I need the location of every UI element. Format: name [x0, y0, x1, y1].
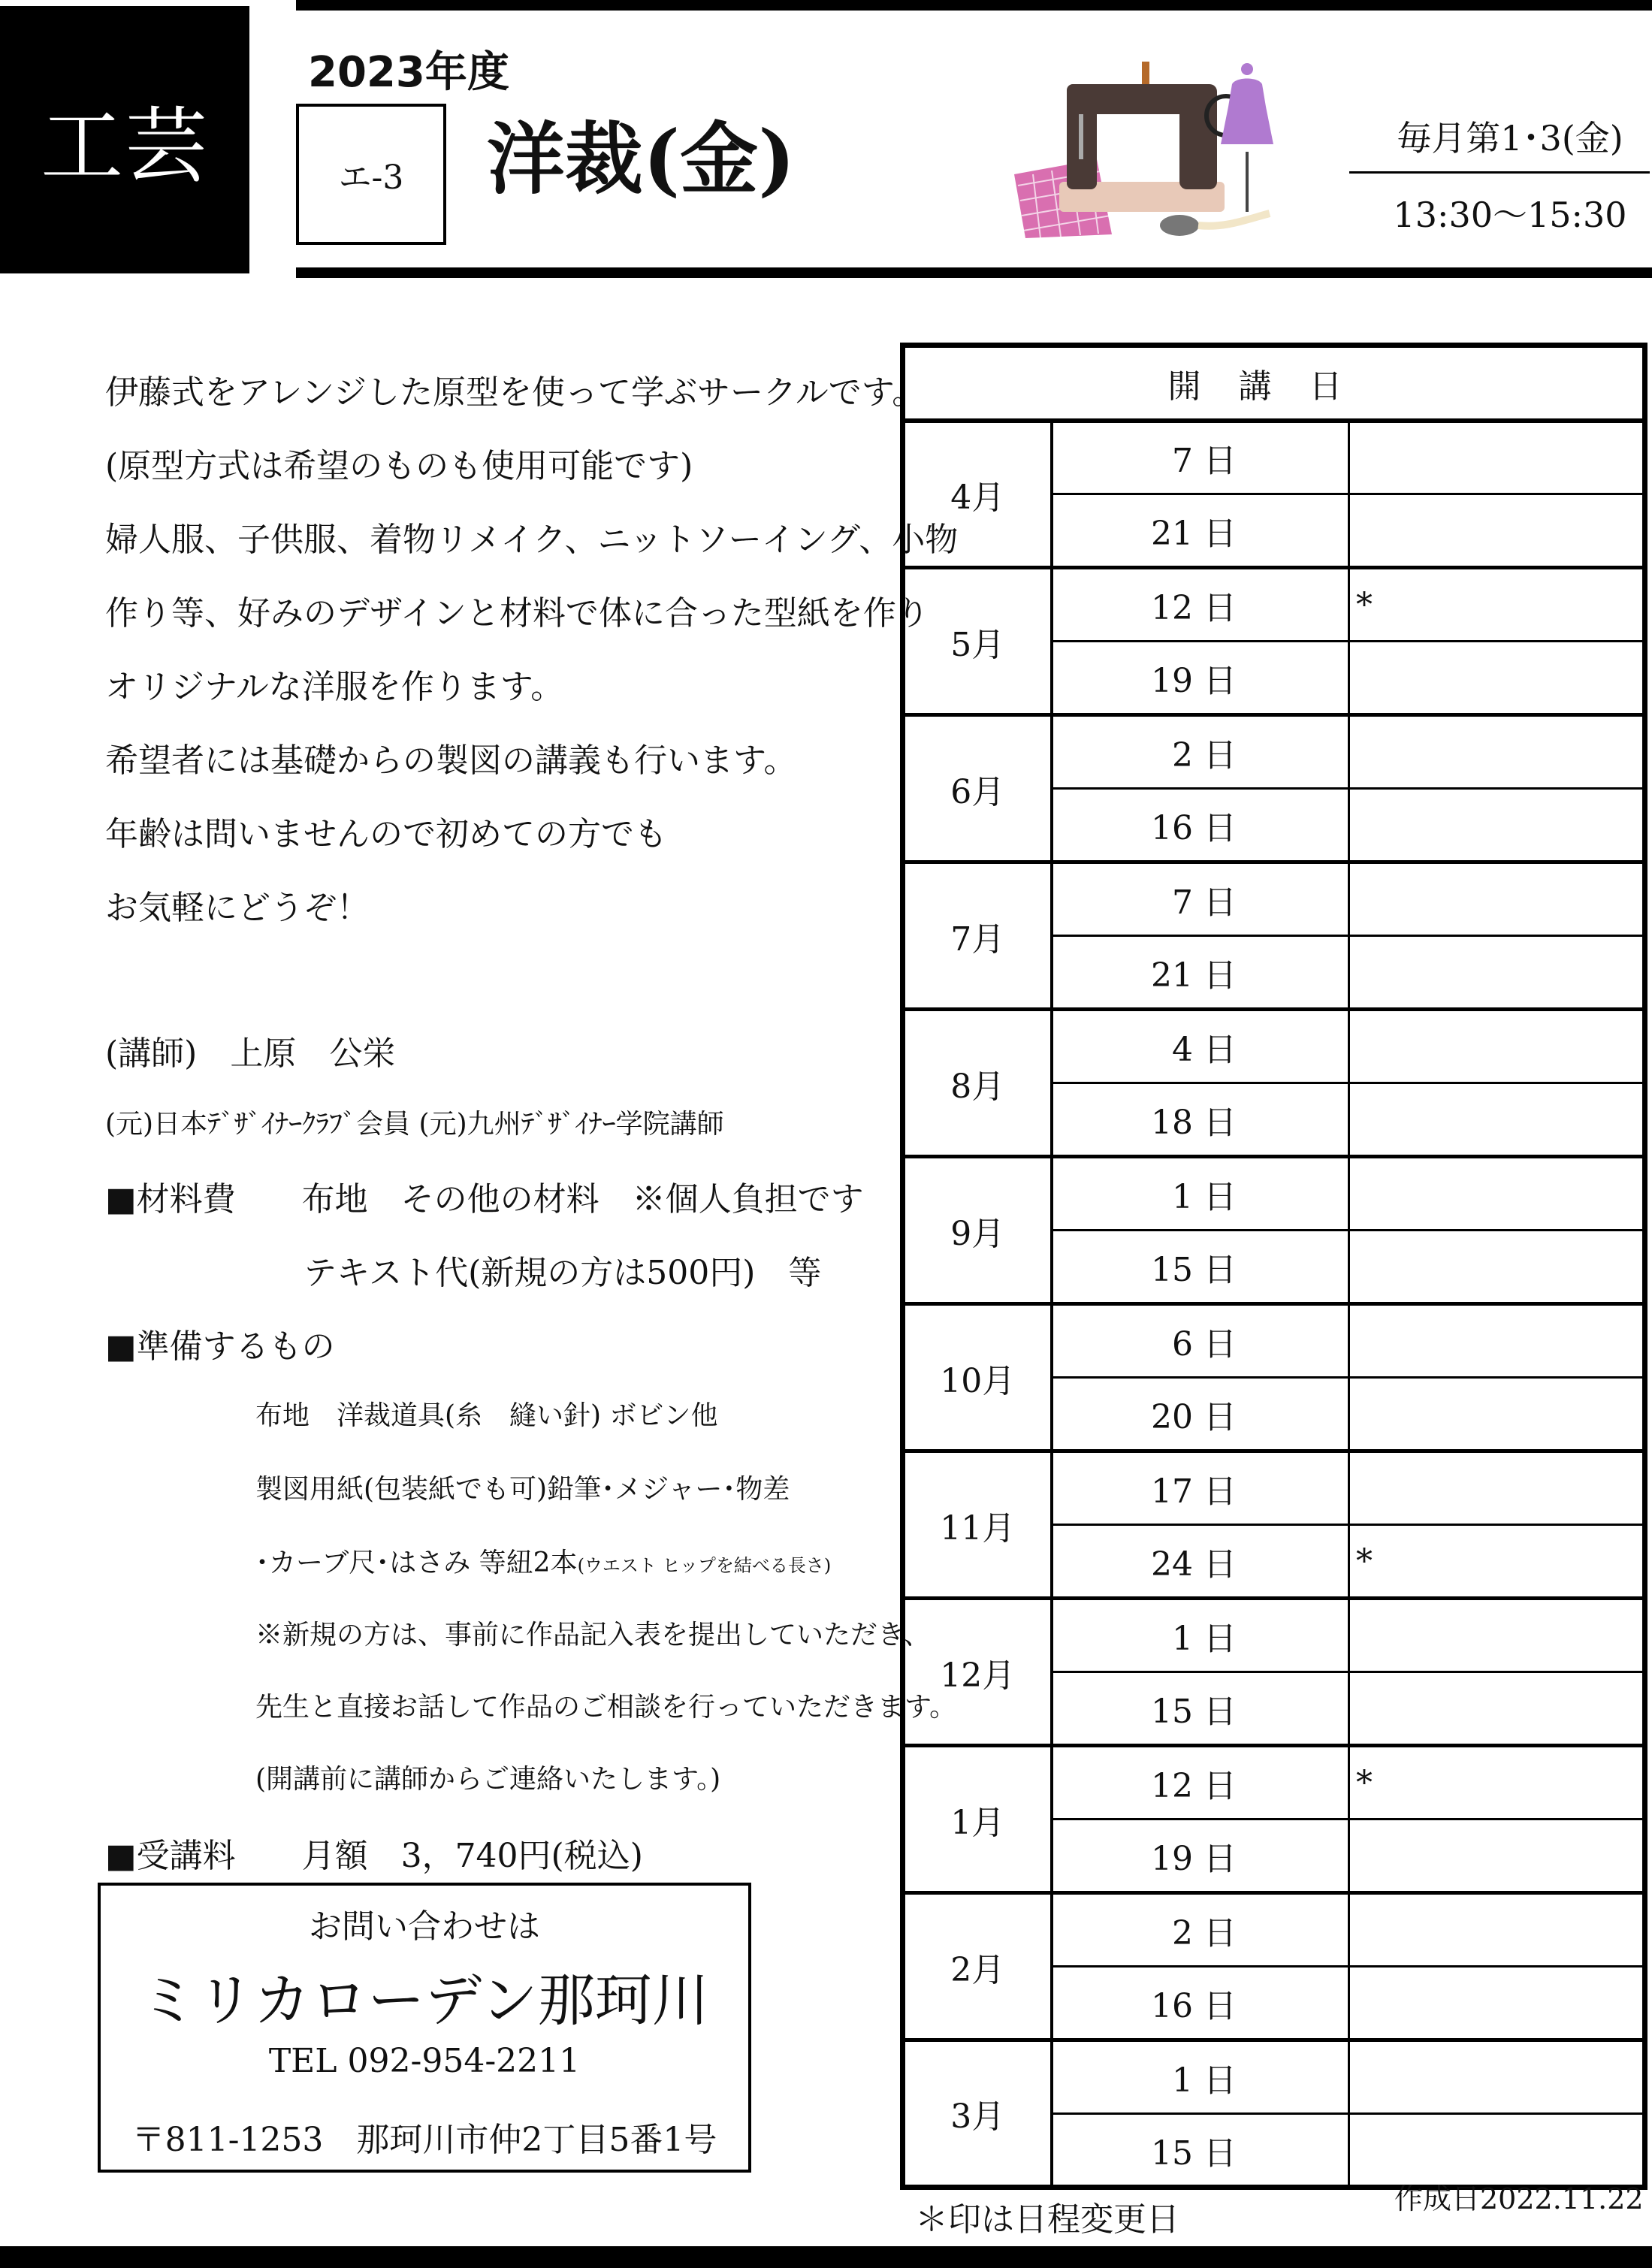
day-cell: 19 日	[1052, 642, 1349, 715]
day-cell: 15 日	[1052, 1231, 1349, 1304]
materials-fee: ■材料費 布地 その他の材料 ※個人負担です	[105, 1180, 864, 1219]
schedule-table	[900, 343, 1647, 2190]
schedule-days: 毎月第1･3(金)	[1397, 118, 1623, 159]
day-cell: 20 日	[1052, 1378, 1349, 1451]
description-line: 希望者には基礎からの製図の講義も行います。	[105, 741, 797, 780]
change-mark-cell	[1349, 1157, 1645, 1231]
schedule-row	[903, 1451, 1645, 1525]
month-cell: 8月	[903, 1010, 1052, 1157]
month-cell: 7月	[903, 862, 1052, 1010]
change-mark-cell	[1349, 1083, 1645, 1157]
change-mark-cell: *	[1349, 568, 1645, 642]
header-rule	[296, 267, 1652, 278]
day-cell: 16 日	[1052, 1967, 1349, 2040]
change-mark-cell	[1349, 1451, 1645, 1525]
top-rule	[296, 0, 1652, 11]
change-mark-cell	[1349, 1304, 1645, 1378]
contact-address: 〒811-1253 那珂川市仲2丁目5番1号	[131, 2121, 717, 2159]
month-cell: 2月	[903, 1893, 1052, 2040]
day-cell: 15 日	[1052, 1672, 1349, 1746]
day-cell: 7 日	[1052, 421, 1349, 494]
description-line: 作り等、好みのデザインと材料で体に合った型紙を作り	[105, 594, 929, 633]
contact-heading: お問い合わせは	[309, 1907, 540, 1946]
change-mark-cell	[1349, 715, 1645, 789]
schedule-row	[903, 2040, 1645, 2114]
day-cell: 1 日	[1052, 1599, 1349, 1672]
schedule-row	[903, 862, 1645, 936]
day-cell: 2 日	[1052, 715, 1349, 789]
contact-phone: TEL 092-954-2211	[268, 2042, 581, 2080]
change-mark-cell	[1349, 862, 1645, 936]
venue-name: ミリカローデン那珂川	[140, 1967, 709, 2034]
day-cell: 18 日	[1052, 1083, 1349, 1157]
preparation-item-text: ･カーブ尺･はさみ 等紐2本	[255, 1548, 578, 1578]
year-label: 2023年度	[308, 48, 509, 97]
change-mark-cell	[1349, 1820, 1645, 1893]
change-mark-cell	[1349, 936, 1645, 1010]
preparation-item: 布地 洋裁道具(糸 縫い針) ボビン他	[255, 1400, 718, 1431]
schedule-row	[903, 421, 1645, 494]
month-cell: 3月	[903, 2040, 1052, 2188]
day-cell: 19 日	[1052, 1820, 1349, 1893]
schedule-row	[903, 715, 1645, 789]
month-cell: 11月	[903, 1451, 1052, 1599]
preparation-note: 先生と直接お話して作品のご相談を行っていただきます。	[255, 1692, 957, 1723]
day-cell: 16 日	[1052, 789, 1349, 862]
day-cell: 21 日	[1052, 936, 1349, 1010]
schedule-divider	[1349, 171, 1650, 174]
change-mark-cell	[1349, 1378, 1645, 1451]
change-mark-cell	[1349, 1672, 1645, 1746]
preparation-item: 製図用紙(包装紙でも可)鉛筆･メジャー･物差	[255, 1474, 790, 1505]
day-cell: 1 日	[1052, 1157, 1349, 1231]
change-mark-cell	[1349, 1967, 1645, 2040]
contact-box	[98, 1883, 751, 2173]
description-line: 伊藤式をアレンジした原型を使って学ぶサークルです。	[105, 373, 926, 412]
month-cell: 12月	[903, 1599, 1052, 1746]
day-cell: 6 日	[1052, 1304, 1349, 1378]
created-date: 作成日2022.11.22	[1394, 2182, 1644, 2215]
day-cell: 4 日	[1052, 1010, 1349, 1083]
description-line: (原型方式は希望のものも使用可能です)	[105, 447, 693, 485]
instructor-name: (講師) 上原 公栄	[105, 1034, 396, 1073]
description-line: 婦人服、子供服、着物リメイク、ニットソーイング、小物	[105, 521, 959, 559]
day-cell: 7 日	[1052, 862, 1349, 936]
schedule-row	[903, 1893, 1645, 1967]
change-mark-cell: *	[1349, 1746, 1645, 1820]
month-cell: 9月	[903, 1157, 1052, 1304]
month-cell: 5月	[903, 568, 1052, 715]
change-mark-cell	[1349, 1599, 1645, 1672]
change-mark-cell	[1349, 421, 1645, 494]
schedule-row	[903, 1746, 1645, 1820]
schedule-header: 開講日	[903, 346, 1645, 421]
day-cell: 2 日	[1052, 1893, 1349, 1967]
day-cell: 24 日	[1052, 1525, 1349, 1599]
day-cell: 17 日	[1052, 1451, 1349, 1525]
month-cell: 6月	[903, 715, 1052, 862]
tuition-fee: ■受講料 月額 3，740円(税込)	[105, 1837, 643, 1875]
bottom-bar	[0, 2246, 1652, 2268]
materials-text: テキスト代(新規の方は500円) 等	[304, 1254, 822, 1292]
sewing-illustration	[1007, 54, 1277, 242]
description-line: オリジナルな洋服を作ります。	[105, 668, 564, 706]
sewing-machine-icon	[1059, 62, 1246, 212]
change-mark-cell	[1349, 1893, 1645, 1967]
category-label: 工芸	[0, 6, 249, 273]
day-cell: 1 日	[1052, 2040, 1349, 2114]
preparation-note: ※新規の方は、事前に作品記入表を提出していただき、	[255, 1620, 931, 1650]
change-mark-cell	[1349, 1010, 1645, 1083]
instructor-credentials: (元)日本ﾃﾞｻﾞｲﾅｰｸﾗﾌﾞ会員 (元)九州ﾃﾞｻﾞｲﾅｰ学院講師	[105, 1109, 724, 1140]
preparation-note: (開講前に講師からご連絡いたします。)	[255, 1764, 721, 1795]
preparation-item	[255, 1542, 831, 1580]
change-mark-cell	[1349, 1231, 1645, 1304]
course-title: 洋裁(金)	[487, 113, 796, 205]
description-line: お気軽にどうぞ！	[105, 889, 370, 927]
day-cell: 15 日	[1052, 2114, 1349, 2188]
schedule-row	[903, 1599, 1645, 1672]
schedule-row	[903, 1010, 1645, 1083]
preparation-heading: ■準備するもの	[105, 1327, 335, 1366]
day-cell: 21 日	[1052, 494, 1349, 568]
schedule-row	[903, 568, 1645, 642]
dress-form-icon	[1221, 63, 1273, 212]
month-cell: 4月	[903, 421, 1052, 568]
schedule-time: 13:30～15:30	[1393, 195, 1627, 235]
schedule-row	[903, 1157, 1645, 1231]
day-cell: 12 日	[1052, 568, 1349, 642]
change-mark-cell: *	[1349, 1525, 1645, 1599]
schedule-footnote: ＊印は日程変更日	[915, 2200, 1179, 2239]
month-cell: 1月	[903, 1746, 1052, 1893]
change-mark-cell	[1349, 642, 1645, 715]
schedule-row	[903, 1304, 1645, 1378]
change-mark-cell	[1349, 2040, 1645, 2114]
description-line: 年齢は問いませんので初めての方でも	[105, 815, 667, 853]
month-cell: 10月	[903, 1304, 1052, 1451]
string-length-note: (ウエスト ヒップを結べる長さ)	[577, 1555, 832, 1576]
course-code: エ-3	[296, 104, 446, 245]
tape-measure-icon	[1160, 213, 1270, 236]
change-mark-cell	[1349, 494, 1645, 568]
change-mark-cell	[1349, 789, 1645, 862]
day-cell: 12 日	[1052, 1746, 1349, 1820]
